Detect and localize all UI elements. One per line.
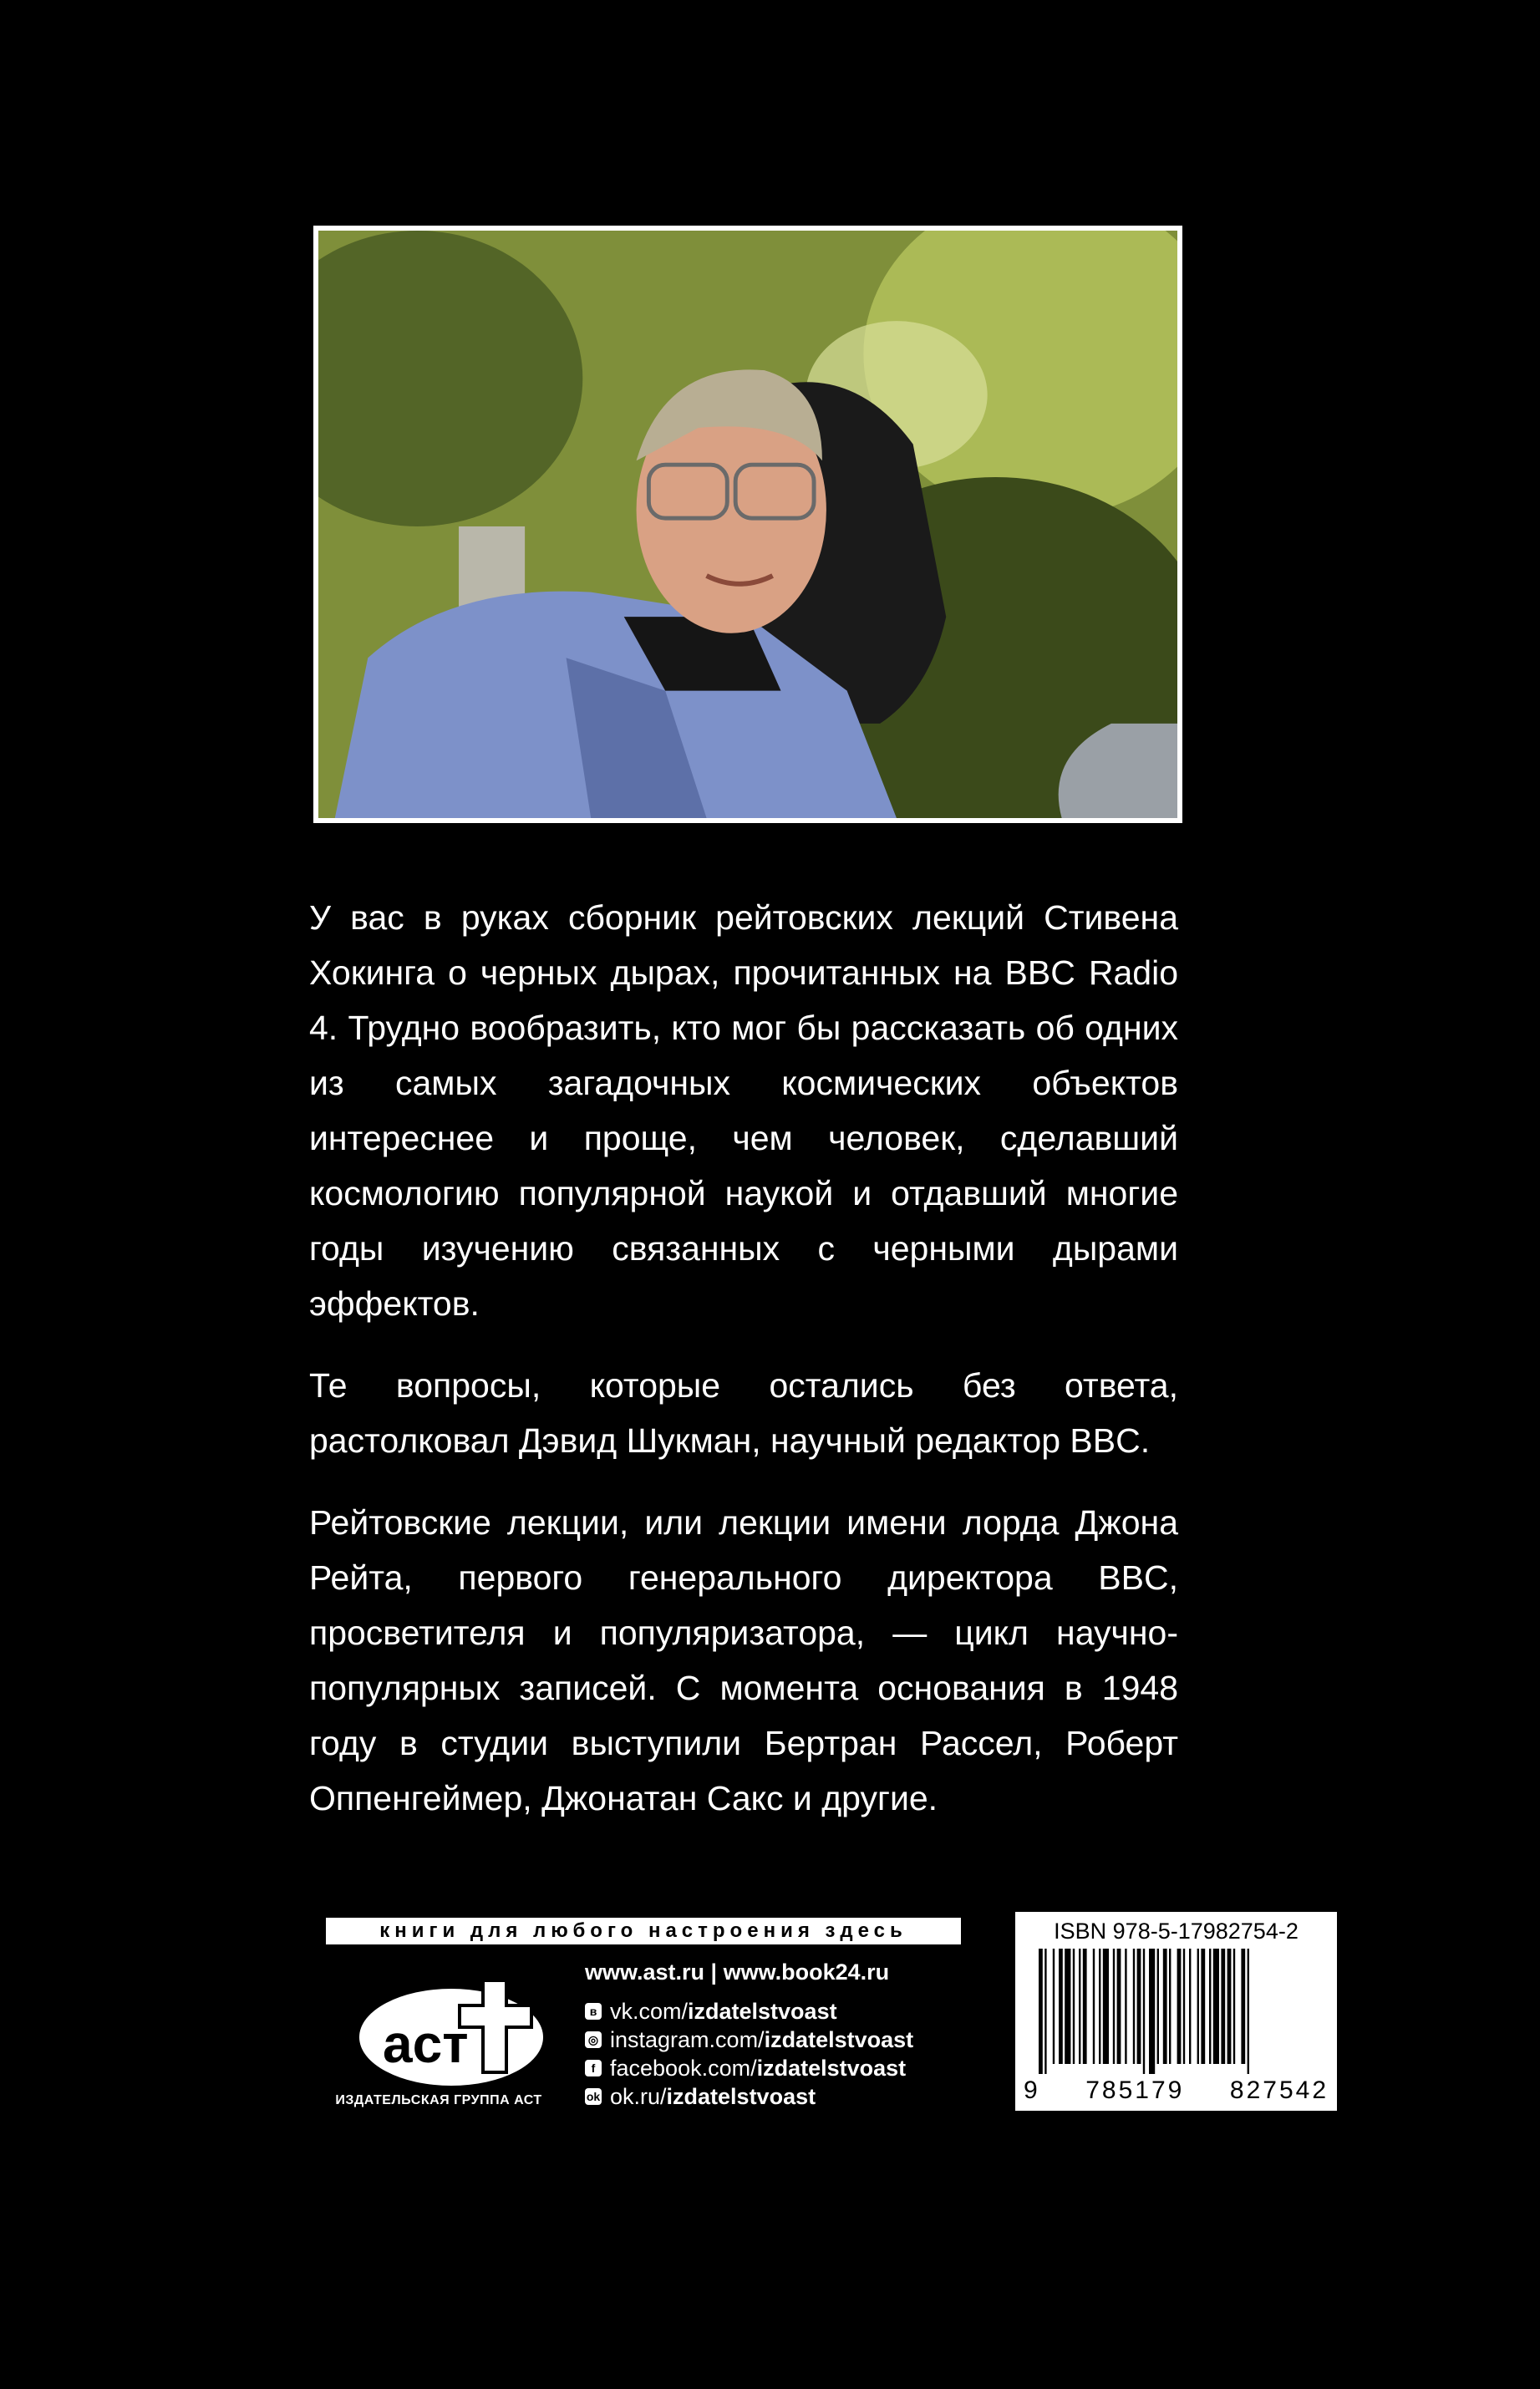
barcode-bar — [1113, 1949, 1115, 2064]
barcode-bar — [1117, 1949, 1121, 2064]
barcode-bar — [1093, 1949, 1095, 2064]
instagram-icon: ◎ — [585, 2031, 602, 2048]
portrait-illustration — [318, 231, 1177, 818]
vk-link[interactable] — [585, 1997, 978, 2026]
barcode-bar — [1143, 1949, 1145, 2074]
publisher-logo — [334, 1972, 543, 2122]
instagram-link[interactable] — [585, 2026, 978, 2054]
ast-logo-icon — [334, 1972, 543, 2089]
ok-prefix: ok.ru/ — [610, 2083, 667, 2109]
ean-right-group: 827542 — [1229, 2076, 1329, 2104]
barcode-bar — [1157, 1949, 1159, 2064]
barcode-bar — [1163, 1949, 1167, 2064]
barcode-bar — [1221, 1949, 1225, 2064]
barcode-bar — [1099, 1949, 1100, 2064]
odnoklassniki-icon: ok — [586, 2090, 601, 2103]
barcode-bar — [1227, 1949, 1232, 2064]
description-paragraph-2: Те вопросы, которые остались без ответа, растолковал Дэвид Шукман, научный редактор BBC. — [309, 1366, 1178, 1460]
barcode-bar — [1241, 1949, 1245, 2064]
barcode-bar — [1183, 1949, 1185, 2064]
barcode-bar — [1213, 1949, 1219, 2064]
barcode-bars — [1032, 1949, 1320, 2074]
barcode-bar — [1079, 1949, 1080, 2064]
barcode-bar — [1233, 1949, 1235, 2064]
barcode-bar — [1169, 1949, 1171, 2064]
barcode-bar — [1044, 1949, 1046, 2074]
barcode-bar — [1149, 1949, 1155, 2074]
barcode-bar — [1189, 1949, 1191, 2064]
isbn-barcode — [1015, 1912, 1337, 2111]
websites-link[interactable]: www.ast.ru | www.book24.ru — [585, 1959, 890, 1985]
odnoklassniki-link[interactable] — [585, 2082, 978, 2111]
publisher-caption: ИЗДАТЕЛЬСКАЯ ГРУППА АСТ — [335, 2093, 542, 2107]
ok-handle: izdatelstvoast — [666, 2083, 816, 2109]
facebook-icon: f — [585, 2060, 602, 2076]
barcode-bar — [1133, 1949, 1135, 2064]
barcode-bar — [1197, 1949, 1199, 2064]
facebook-handle: izdatelstvoast — [756, 2055, 907, 2081]
description-paragraph-1: У вас в руках сборник рейтовских лекций Стивена Хокинга о черных дырах, прочитанных на BBC Radio 4. Трудно вообразить, кто мог бы рассказать об одних из самых загадочных космических объектов интереснее и проще, чем человек, сделавший космологию популярной наукой и отдавший многие годы изучению связанных с черными дырами эффектов. — [309, 898, 1178, 1323]
barcode-bar — [1103, 1949, 1109, 2064]
barcode-bar — [1248, 1949, 1249, 2074]
facebook-prefix: facebook.com/ — [610, 2055, 757, 2081]
barcode-bar — [1137, 1949, 1141, 2064]
tagline-banner: книги для любого настроения здесь — [326, 1918, 961, 1944]
barcode-bar — [1209, 1949, 1211, 2064]
facebook-link[interactable] — [585, 2054, 978, 2082]
barcode-bar — [1177, 1949, 1182, 2064]
barcode-bar — [1039, 1949, 1043, 2074]
isbn-number: ISBN 978-5-17982754-2 — [1054, 1919, 1299, 1944]
logo-text: аст — [383, 2014, 469, 2074]
vk-icon: в — [585, 2003, 602, 2020]
barcode-bar — [1053, 1949, 1055, 2064]
ean-left-group: 785179 — [1085, 2076, 1185, 2104]
barcode-bar — [1201, 1949, 1205, 2064]
ean-digits — [1024, 2076, 1329, 2105]
barcode-bar — [1059, 1949, 1063, 2064]
author-photo — [313, 226, 1182, 823]
barcode-bar — [1083, 1949, 1087, 2064]
ean-first-digit: 9 — [1024, 2076, 1040, 2104]
barcode-bar — [1073, 1949, 1075, 2064]
instagram-prefix: instagram.com/ — [610, 2026, 765, 2052]
vk-handle: izdatelstvoast — [688, 1998, 837, 2024]
publisher-links — [585, 1959, 978, 2111]
barcode-bar — [1125, 1949, 1126, 2064]
description-paragraph-3: Рейтовские лекции, или лекции имени лорда Джона Рейта, первого генерального директора BBC, просветителя и популяризатора, — цикл научно-популярных записей. С момента основания в 1948 году в студии выступили Бертран Рассел, Роберт Оппенгеймер, Джонатан Сакс и другие. — [309, 1503, 1178, 1817]
vk-prefix: vk.com/ — [610, 1998, 689, 2024]
book-description — [309, 890, 1178, 1853]
barcode-bar — [1065, 1949, 1070, 2064]
instagram-handle: izdatelstvoast — [764, 2026, 914, 2052]
